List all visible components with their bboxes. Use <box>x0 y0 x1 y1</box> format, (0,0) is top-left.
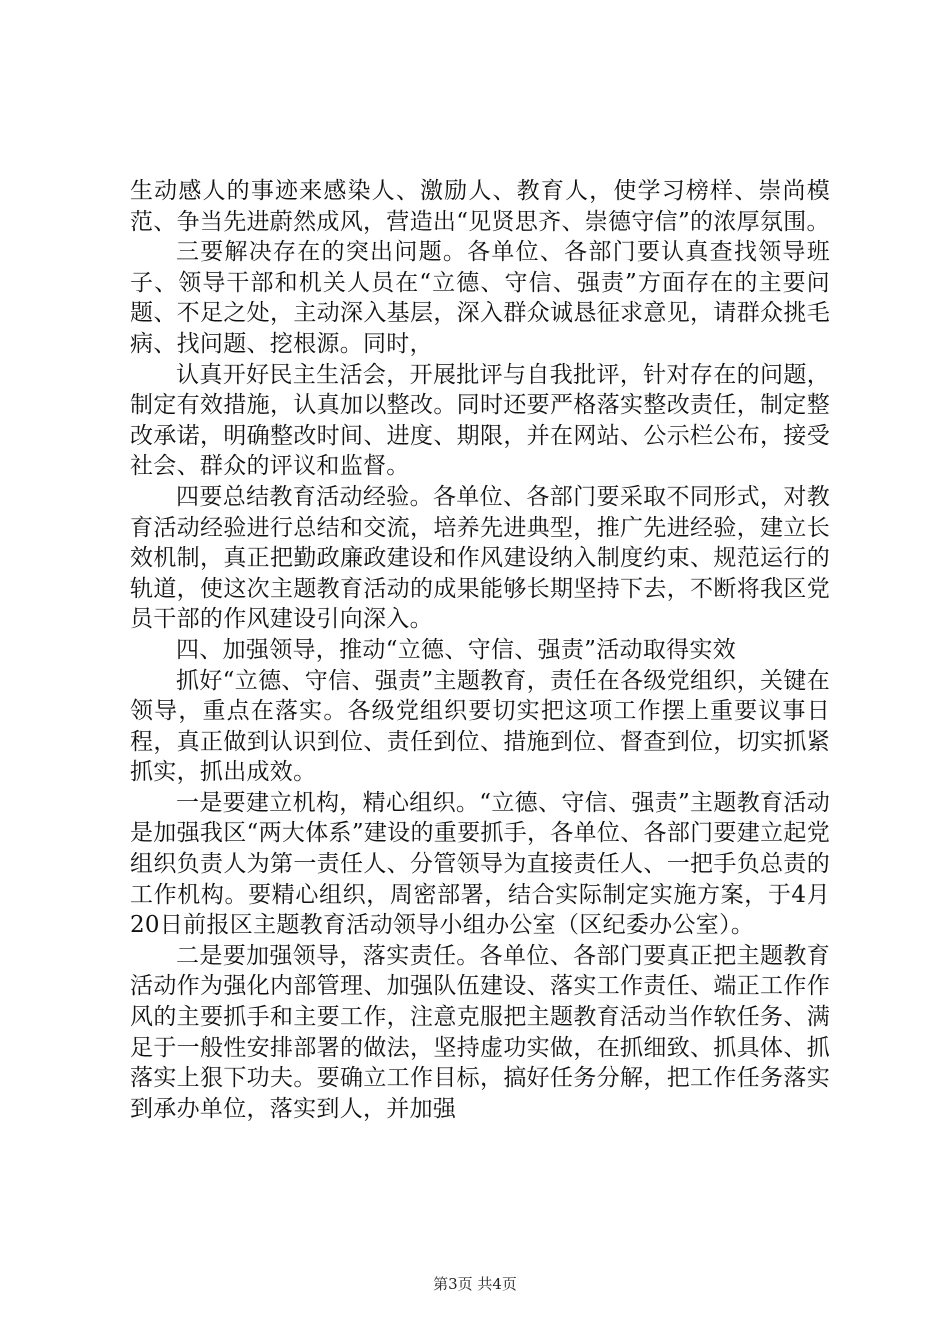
paragraph-3: 认真开好民主生活会，开展批评与自我批评，针对存在的问题，制定有效措施，认真加以整改。同时还要严格落实整改责任，制定整改承诺，明确整改时间、进度、期限，并在网站、公示栏公布，接受社会、群众的评议和监督。 <box>130 361 830 480</box>
paragraph-4: 四要总结教育活动经验。各单位、各部门要采取不同形式，对教育活动经验进行总结和交流，培养先进典型，推广先进经验，建立长效机制，真正把勤政廉政建设和作风建设纳入制度约束、规范运行的轨道，使这次主题教育活动的成果能够长期坚持下去，不断将我区党员干部的作风建设引向深入。 <box>130 483 830 633</box>
paragraph-6: 一是要建立机构，精心组织。“立德、守信、强责”主题教育活动是加强我区“两大体系”建设的重要抓手，各单位、各部门要建立起党组织负责人为第一责任人、分管领导为直接责任人、一把手负总责的工作机构。要精心组织，周密部署，结合实际制定实施方案，于4月20日前报区主题教育活动领导小组办公室（区纪委办公室）。 <box>130 789 830 939</box>
page-footer <box>0 1274 950 1294</box>
document-body <box>130 176 830 1124</box>
paragraph-7: 二是要加强领导，落实责任。各单位、各部门要真正把主题教育活动作为强化内部管理、加强队伍建设、落实工作责任、端正工作作风的主要抓手和主要工作，注意克服把主题教育活动当作软任务、满足于一般性安排部署的做法，坚持虚功实做，在抓细致、抓具体、抓落实上狠下功夫。要确立工作目标，搞好任务分解，把工作任务落实到承办单位，落实到人，并加强 <box>130 942 830 1122</box>
paragraph-5: 抓好“立德、守信、强责”主题教育，责任在各级党组织，关键在领导，重点在落实。各级党组织要切实把这项工作摆上重要议事日程，真正做到认识到位、责任到位、措施到位、督查到位，切实抓紧抓实，抓出成效。 <box>130 667 830 786</box>
paragraph-2: 三要解决存在的突出问题。各单位、各部门要认真查找领导班子、领导干部和机关人员在“立德、守信、强责”方面存在的主要问题、不足之处，主动深入基层，深入群众诚恳征求意见，请群众挑毛病、找问题、挖根源。同时， <box>130 239 830 357</box>
paragraph-1: 生动感人的事迹来感染人、激励人、教育人，使学习榜样、崇尚模范、争当先进蔚然成风，营造出“见贤思齐、崇德守信”的浓厚氛围。 <box>130 178 830 235</box>
section-heading: 四、加强领导，推动“立德、守信、强责”活动取得实效 <box>176 636 737 663</box>
page-number: 第3页 共4页 <box>433 1275 517 1293</box>
